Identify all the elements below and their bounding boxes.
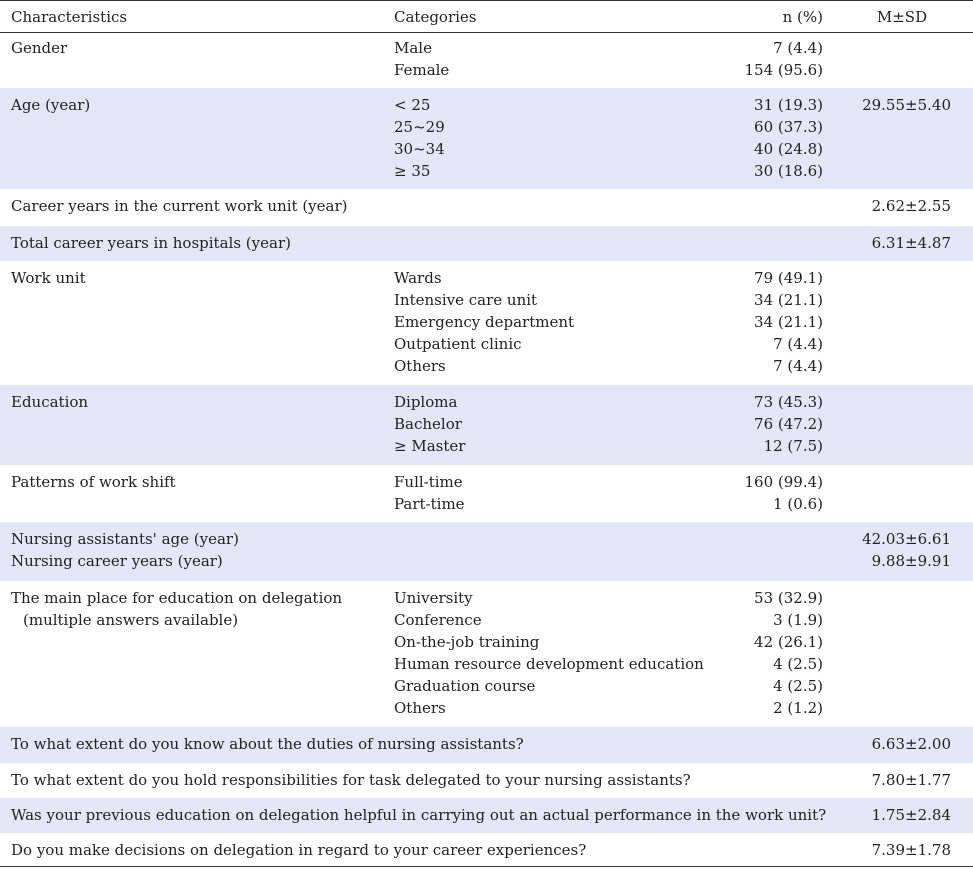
n-percent-cell-line: 2 (1.2) (773, 699, 823, 717)
characteristic-cell (11, 232, 291, 254)
n-percent-cell-line: 4 (2.5) (773, 677, 823, 695)
mean-sd-cell-line: 1.75±2.84 (871, 806, 951, 824)
category-cell-line: Full-time (394, 473, 463, 491)
characteristic-cell (11, 195, 348, 217)
mean-sd-cell-line: 7.80±1.77 (871, 771, 951, 789)
category-cell-line: ≥ 35 (394, 162, 431, 180)
mean-sd-cell-line: 7.39±1.78 (871, 841, 951, 859)
table-row (0, 465, 973, 522)
n-percent-cell-line: 7 (4.4) (773, 357, 823, 375)
mean-sd-cell (872, 804, 951, 826)
n-percent-cell-line: 60 (37.3) (754, 118, 823, 136)
n-percent-cell-line: 79 (49.1) (754, 269, 823, 287)
characteristic-cell (11, 839, 586, 861)
mean-sd-cell (872, 733, 951, 755)
table-bottom-rule (0, 866, 973, 867)
characteristic-cell-line: The main place for education on delegation (11, 589, 343, 607)
n-percent-cell-line: 76 (47.2) (754, 415, 823, 433)
category-cell-line: Wards (394, 269, 442, 287)
characteristic-cell (11, 804, 826, 826)
table-row (0, 798, 973, 833)
characteristic-cell-line: To what extent do you know about the duties of nursing assistants? (11, 735, 524, 753)
mean-sd-cell (872, 195, 951, 217)
category-cell (394, 267, 574, 377)
category-cell-line: < 25 (394, 96, 431, 114)
n-percent-cell-line: 31 (19.3) (754, 96, 823, 114)
mean-sd-cell (862, 94, 951, 116)
n-percent-cell (744, 471, 823, 515)
mean-sd-cell-line: 42.03±6.61 (862, 530, 951, 548)
category-cell (394, 391, 465, 457)
category-cell-line: Bachelor (394, 415, 462, 433)
n-percent-cell-line: 34 (21.1) (754, 291, 823, 309)
n-percent-cell (754, 391, 823, 457)
table-row (0, 226, 973, 261)
category-cell (394, 94, 445, 182)
n-percent-cell-line: 73 (45.3) (754, 393, 823, 411)
category-cell (394, 471, 465, 515)
category-cell-line: Part-time (394, 495, 465, 513)
n-percent-cell-line: 160 (99.4) (744, 473, 823, 491)
n-percent-cell-line: 42 (26.1) (754, 633, 823, 651)
n-percent-cell (744, 37, 823, 81)
characteristic-cell-line: Nursing assistants' age (year) (11, 530, 239, 548)
n-percent-cell-line: 7 (4.4) (773, 335, 823, 353)
characteristic-cell-line: Career years in the current work unit (year) (11, 197, 348, 215)
n-percent-cell-line: 40 (24.8) (754, 140, 823, 158)
n-percent-cell-line: 7 (4.4) (773, 39, 823, 57)
category-cell-line: Female (394, 61, 450, 79)
n-percent-cell-line: 30 (18.6) (754, 162, 823, 180)
characteristic-cell (11, 37, 67, 59)
table-row (0, 31, 973, 88)
category-cell-line: Intensive care unit (394, 291, 538, 309)
category-cell-line: On-the-job training (394, 633, 540, 651)
characteristic-cell (11, 94, 90, 116)
category-cell-line: Conference (394, 611, 482, 629)
mean-sd-cell-line: 2.62±2.55 (871, 197, 951, 215)
mean-sd-cell (872, 232, 951, 254)
n-percent-cell (754, 267, 823, 377)
table-row (0, 88, 973, 189)
category-cell-line: University (394, 589, 473, 607)
mean-sd-cell-line: 6.31±4.87 (871, 234, 951, 252)
header-categories: Categories (394, 8, 477, 26)
table-row (0, 189, 973, 226)
mean-sd-cell-line: 9.88±9.91 (871, 552, 951, 570)
table-row (0, 581, 973, 727)
category-cell-line: Others (394, 357, 446, 375)
mean-sd-cell-line: 29.55±5.40 (862, 96, 951, 114)
characteristic-cell-line: Age (year) (11, 96, 91, 114)
table-row (0, 522, 973, 581)
n-percent-cell-line: 154 (95.6) (744, 61, 823, 79)
characteristic-cell (11, 267, 86, 289)
characteristic-cell-line: Gender (11, 39, 68, 57)
category-cell-line: Others (394, 699, 446, 717)
category-cell-line: Diploma (394, 393, 458, 411)
characteristic-cell (11, 587, 342, 631)
category-cell-line: 30~34 (394, 140, 445, 158)
n-percent-cell-line: 12 (7.5) (763, 437, 823, 455)
characteristic-cell-line: Work unit (11, 269, 86, 287)
header-mean-sd: M±SD (876, 8, 928, 26)
category-cell (394, 587, 704, 719)
n-percent-cell-line: 4 (2.5) (773, 655, 823, 673)
n-percent-cell-line: 53 (32.9) (754, 589, 823, 607)
table-row (0, 833, 973, 866)
characteristic-cell (11, 769, 691, 791)
category-cell-line: Outpatient clinic (394, 335, 522, 353)
table-header (0, 0, 973, 33)
characteristic-cell-line: Patterns of work shift (11, 473, 176, 491)
characteristic-cell (11, 528, 239, 572)
category-cell-line: Emergency department (394, 313, 575, 331)
table-row (0, 385, 973, 465)
category-cell-line: Graduation course (394, 677, 536, 695)
characteristic-cell-line: To what extent do you hold responsibilities for task delegated to your nursing assistants? (11, 771, 691, 789)
header-characteristics: Characteristics (11, 8, 128, 26)
category-cell-line: Human resource development education (394, 655, 704, 673)
table-row (0, 727, 973, 763)
table-row (0, 763, 973, 798)
n-percent-cell-line: 3 (1.9) (773, 611, 823, 629)
category-cell-line: ≥ Master (394, 437, 466, 455)
mean-sd-cell (872, 769, 951, 791)
n-percent-cell (754, 94, 823, 182)
characteristic-cell (11, 471, 176, 493)
characteristic-cell-line: Do you make decisions on delegation in regard to your career experiences? (11, 841, 587, 859)
characteristic-cell (11, 391, 88, 413)
characteristic-cell-line: Nursing career years (year) (11, 552, 223, 570)
characteristic-cell-line: Total career years in hospitals (year) (11, 234, 291, 252)
table-row (0, 261, 973, 385)
n-percent-cell (754, 587, 823, 719)
mean-sd-cell (872, 839, 951, 861)
mean-sd-cell-line: 6.63±2.00 (871, 735, 951, 753)
category-cell-line: Male (394, 39, 432, 57)
n-percent-cell-line: 34 (21.1) (754, 313, 823, 331)
category-cell-line: 25~29 (394, 118, 445, 136)
characteristic-cell-line: (multiple answers available) (23, 611, 239, 629)
mean-sd-cell (862, 528, 951, 572)
characteristic-cell-line: Was your previous education on delegation helpful in carrying out an actual performance in the work unit? (11, 806, 827, 824)
n-percent-cell-line: 1 (0.6) (773, 495, 823, 513)
characteristic-cell-line: Education (11, 393, 89, 411)
characteristic-cell (11, 733, 524, 755)
category-cell (394, 37, 449, 81)
header-n-percent: n (%) (782, 8, 823, 26)
